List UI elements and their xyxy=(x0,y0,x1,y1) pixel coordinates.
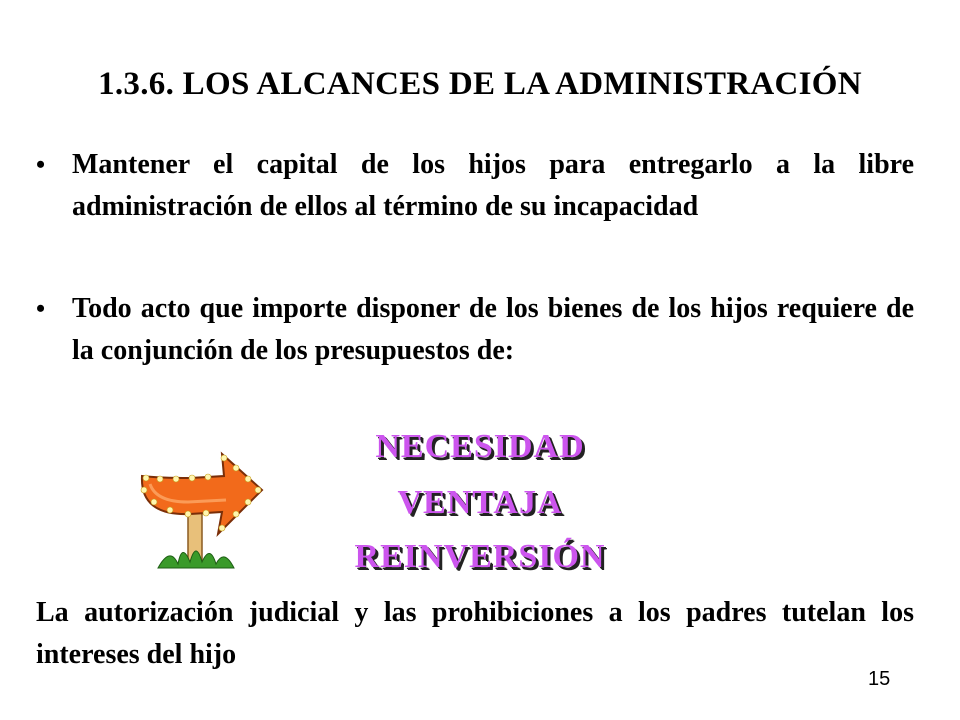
bullet-item-1 xyxy=(36,144,914,228)
page-number: 15 xyxy=(868,668,891,690)
requirement-necesidad: NECESIDAD xyxy=(375,428,585,465)
slide-title: 1.3.6. LOS ALCANCES DE LA ADMINISTRACIÓN xyxy=(98,66,862,102)
bullet-item-2 xyxy=(36,288,914,372)
bullet-text: Todo acto que importe disponer de los bienes de los hijos requiere de la conjunción de los presupuestos de: xyxy=(72,293,914,366)
bullet-text: Mantener el capital de los hijos para entregarlo a la libre administración de ellos al término de su incapacidad xyxy=(72,149,914,222)
requirement-reinversion: REINVERSIÓN xyxy=(354,538,606,575)
bullet-symbol: • xyxy=(36,150,46,179)
arrow-signpost-icon xyxy=(130,446,270,576)
bullet-symbol: • xyxy=(36,294,46,323)
conclusion-text: La autorización judicial y las prohibiciones a los padres tutelan los intereses del hijo xyxy=(36,597,914,670)
requirement-ventaja: VENTAJA xyxy=(397,484,563,521)
